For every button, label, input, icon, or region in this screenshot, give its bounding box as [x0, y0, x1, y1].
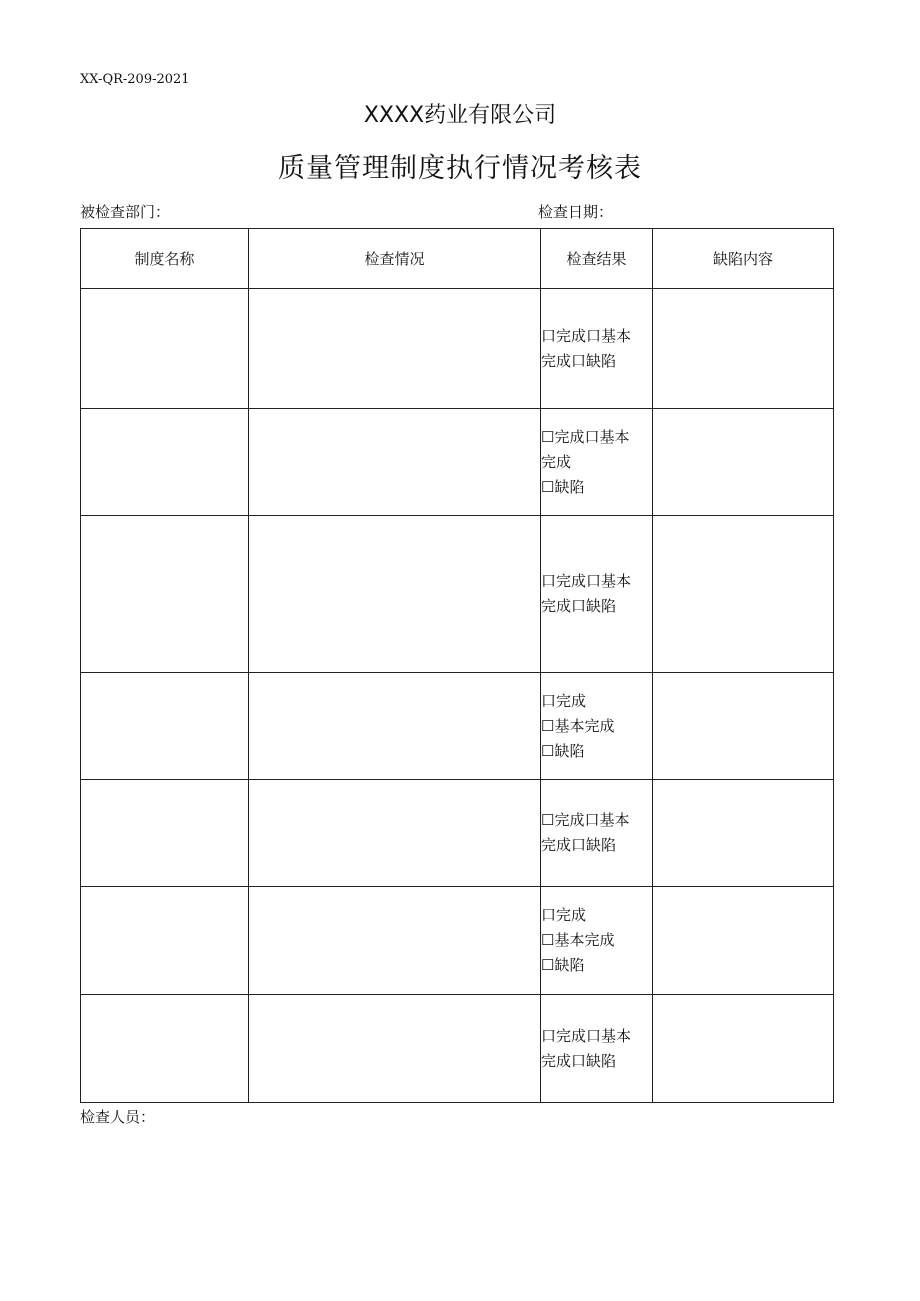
defect-content-cell[interactable] — [653, 995, 834, 1103]
result-option-line[interactable]: 口完成 — [541, 906, 587, 924]
result-option-line[interactable]: ☐完成口基本 — [541, 427, 630, 446]
inspection-result-cell[interactable] — [541, 516, 653, 673]
policy-name-cell[interactable] — [81, 289, 249, 409]
inspection-status-cell[interactable] — [249, 289, 541, 409]
result-option-line[interactable]: 完成口缺陷 — [541, 1051, 617, 1070]
inspection-result-cell[interactable] — [541, 289, 653, 409]
result-option-line[interactable]: 完成口缺陷 — [541, 836, 617, 854]
result-option-line[interactable]: ☐完成口基本 — [541, 811, 630, 829]
table-header-row — [81, 229, 834, 289]
assessment-table — [80, 228, 834, 1103]
inspection-status-cell[interactable] — [249, 516, 541, 673]
policy-name-cell[interactable] — [81, 887, 249, 995]
table-row — [81, 673, 834, 780]
result-option-line[interactable]: ☐基本完成 — [541, 716, 615, 735]
inspectors-label: 检查人员： — [80, 1108, 156, 1126]
inspection-status-cell[interactable] — [249, 887, 541, 995]
form-title: 质量管理制度执行情况考核表 — [278, 153, 642, 184]
column-header-inspection-result: 检查结果 — [541, 229, 653, 289]
result-option-line[interactable]: 完成口缺陷 — [541, 351, 617, 370]
column-header-defect-content: 缺陷内容 — [653, 229, 834, 289]
policy-name-cell[interactable] — [81, 516, 249, 673]
company-name: XXXX药业有限公司 — [363, 103, 557, 128]
result-option-line[interactable]: ☐缺陷 — [541, 956, 585, 974]
defect-content-cell[interactable] — [653, 289, 834, 409]
table-row — [81, 516, 834, 673]
inspection-status-cell[interactable] — [249, 673, 541, 780]
result-option-line[interactable]: ☐缺陷 — [541, 477, 585, 496]
defect-content-cell[interactable] — [653, 780, 834, 887]
result-option-line[interactable]: 口完成口基本 — [541, 572, 632, 590]
table-row — [81, 289, 834, 409]
inspection-status-cell[interactable] — [249, 780, 541, 887]
defect-content-cell[interactable] — [653, 516, 834, 673]
column-header-policy-name: 制度名称 — [81, 229, 249, 289]
defect-content-cell[interactable] — [653, 409, 834, 516]
result-option-line[interactable]: 口完成 — [541, 691, 587, 710]
policy-name-cell[interactable] — [81, 995, 249, 1103]
result-option-line[interactable]: 口完成口基本 — [541, 326, 632, 345]
column-header-inspection-status: 检查情况 — [249, 229, 541, 289]
policy-name-cell[interactable] — [81, 409, 249, 516]
inspection-status-cell[interactable] — [249, 995, 541, 1103]
department-label: 被检查部门： — [80, 203, 171, 221]
inspection-result-cell[interactable] — [541, 780, 653, 887]
inspection-status-cell[interactable] — [249, 409, 541, 516]
table-row — [81, 409, 834, 516]
result-option-line[interactable]: 完成 — [541, 452, 572, 471]
policy-name-cell[interactable] — [81, 673, 249, 780]
defect-content-cell[interactable] — [653, 887, 834, 995]
document-code: XX-QR-209-2021 — [80, 72, 190, 87]
table-row — [81, 995, 834, 1103]
inspection-result-cell[interactable] — [541, 409, 653, 516]
defect-content-cell[interactable] — [653, 673, 834, 780]
result-option-line[interactable]: 口完成口基本 — [541, 1026, 632, 1045]
result-option-line[interactable]: 完成口缺陷 — [541, 597, 617, 615]
policy-name-cell[interactable] — [81, 780, 249, 887]
result-option-line[interactable]: ☐基本完成 — [541, 931, 615, 949]
inspection-date-label: 检查日期： — [538, 203, 614, 221]
table-row — [81, 780, 834, 887]
table-row — [81, 887, 834, 995]
inspection-result-cell[interactable] — [541, 995, 653, 1103]
inspection-result-cell[interactable] — [541, 673, 653, 780]
inspection-result-cell[interactable] — [541, 887, 653, 995]
result-option-line[interactable]: ☐缺陷 — [541, 741, 585, 760]
